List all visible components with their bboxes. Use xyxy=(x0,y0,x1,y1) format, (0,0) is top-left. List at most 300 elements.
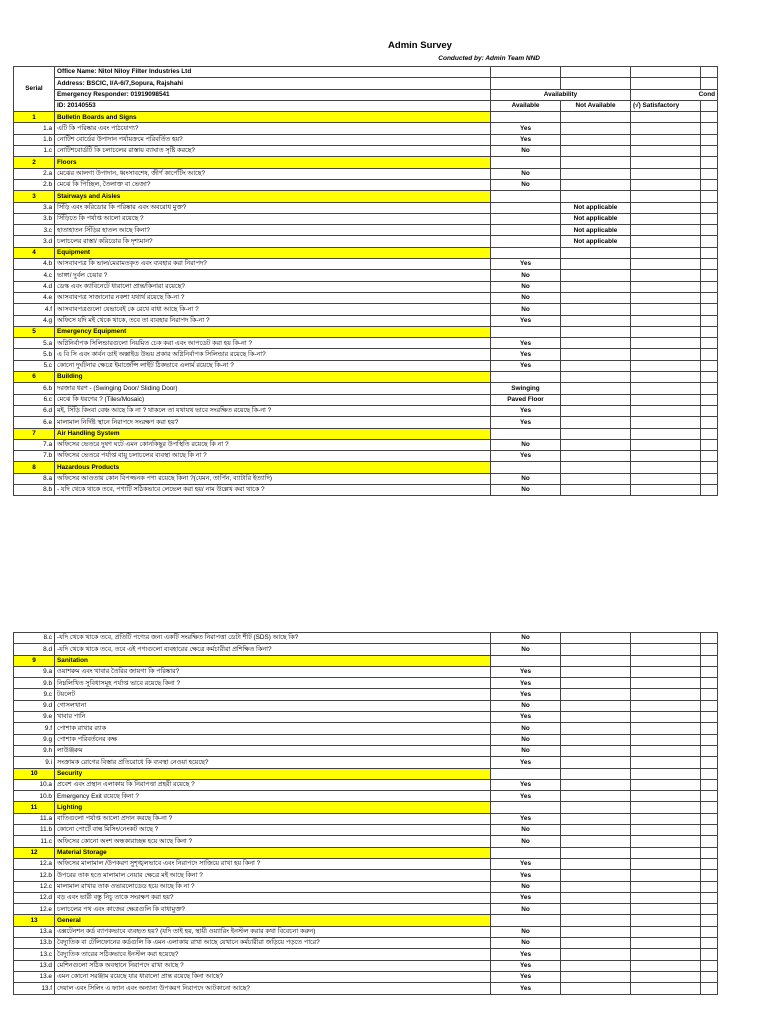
extra-cell xyxy=(701,202,718,213)
serial-cell: 13.a xyxy=(14,926,55,937)
satisfactory-cell xyxy=(631,168,701,179)
satisfactory-cell xyxy=(631,394,701,405)
serial-cell: 9.h xyxy=(14,745,55,756)
satisfactory-cell xyxy=(631,870,701,881)
available-cell: No xyxy=(491,270,561,281)
not-available-cell xyxy=(561,428,631,439)
extra-cell xyxy=(701,689,718,700)
not-available-cell xyxy=(561,360,631,371)
extra-cell xyxy=(701,236,718,247)
satisfactory-cell xyxy=(631,836,701,847)
question-row xyxy=(14,723,718,734)
question-text: অগ্নিনির্বাপক সিলিন্ডারগুলো নিয়মিত চেক করা এবং আপডেট করা হয় কি-না ? xyxy=(55,338,491,349)
not-available-cell xyxy=(561,655,631,666)
available-cell: Yes xyxy=(491,417,561,428)
satisfactory-header: (√) Satisfactory xyxy=(631,100,701,111)
serial-cell: 12.a xyxy=(14,858,55,869)
available-cell: No xyxy=(491,168,561,179)
question-text: চলাচলের রাস্তা/ করিডোর কি দৃশ্যমান? xyxy=(55,236,491,247)
question-text: এটি কি পরিষ্কার এবং পাঠযোগ্য? xyxy=(55,123,491,134)
satisfactory-cell xyxy=(631,157,701,168)
not-available-cell xyxy=(561,745,631,756)
extra-cell xyxy=(701,633,718,644)
question-text: অফিসের আওতায় কোন বিপজ্জনক পণ্য রয়েছে কিনা ?(যেমন, তার্পিন, ব্যাটারি ইত্যাদি) xyxy=(55,473,491,484)
question-text: ভাঙ্গা/ দুর্বল চেয়ার ? xyxy=(55,270,491,281)
extra-cell xyxy=(701,870,718,881)
not-available-cell xyxy=(561,292,631,303)
not-available-cell xyxy=(561,983,631,994)
serial-cell: 4.b xyxy=(14,259,55,270)
serial-cell: 4.f xyxy=(14,304,55,315)
available-cell: Yes xyxy=(491,960,561,971)
available-cell xyxy=(491,326,561,337)
question-row xyxy=(14,633,718,644)
extra-cell xyxy=(701,892,718,903)
not-available-cell xyxy=(561,689,631,700)
extra-cell xyxy=(701,123,718,134)
available-cell xyxy=(491,655,561,666)
extra-cell xyxy=(701,904,718,915)
available-cell: Yes xyxy=(491,338,561,349)
not-available-cell xyxy=(561,270,631,281)
question-text: দেয়াল এবং সিলিং এ ফ্যান এবং অন্যান্য উপকরণ নিরাপদে আটকানো আছে? xyxy=(55,983,491,994)
question-text: আসবাবপত্র কি ভাল/মেরামতকৃত এবং ব্যবহার করা নিরাপদ? xyxy=(55,259,491,270)
extra-cell xyxy=(701,779,718,790)
question-row xyxy=(14,439,718,450)
question-text: অফিসে যদি মই থেকে থাকে, তবে তা ব্যবহার নিরাপদ কি-না ? xyxy=(55,315,491,326)
available-cell: No xyxy=(491,825,561,836)
conducted-by: Conducted by: Admin Team NND xyxy=(438,55,540,62)
available-cell: No xyxy=(491,179,561,190)
not-available-cell xyxy=(561,847,631,858)
satisfactory-cell xyxy=(631,202,701,213)
question-text: প্রবেশ এবং প্রস্থান এলাকায় কি নিরাপত্তা প্রহরী রয়েছে ? xyxy=(55,779,491,790)
available-cell xyxy=(491,428,561,439)
satisfactory-cell xyxy=(631,949,701,960)
extra-cell xyxy=(701,666,718,677)
available-cell: Swinging xyxy=(491,383,561,394)
not-available-cell xyxy=(561,813,631,824)
satisfactory-cell xyxy=(631,892,701,903)
serial-cell: 4.g xyxy=(14,315,55,326)
available-cell: No xyxy=(491,644,561,655)
not-available-cell xyxy=(561,259,631,270)
section-title: Hazardous Products xyxy=(55,462,491,473)
satisfactory-cell xyxy=(631,633,701,644)
question-text: গোসলখানা xyxy=(55,700,491,711)
question-row xyxy=(14,304,718,315)
satisfactory-cell xyxy=(631,417,701,428)
satisfactory-cell xyxy=(631,451,701,462)
question-text: মেঝে কি ধরণের ? (Tiles/Mosaic) xyxy=(55,394,491,405)
not-available-cell xyxy=(561,757,631,768)
extra-cell xyxy=(701,292,718,303)
available-cell: No xyxy=(491,281,561,292)
emergency-responder: Emergency Responder: 01919098541 xyxy=(55,89,491,100)
not-available-cell xyxy=(561,825,631,836)
satisfactory-cell xyxy=(631,372,701,383)
satisfactory-cell xyxy=(631,315,701,326)
office-name: Office Name: Nitol Niloy Filter Industries Ltd xyxy=(55,67,491,78)
not-available-cell xyxy=(561,734,631,745)
extra-cell xyxy=(701,644,718,655)
question-text: এ বি সি এবং কার্বন ডাই অক্সাইড উভয় প্রকার অগ্নিনির্বাপক সিলিন্ডার রয়েছে কি-না? xyxy=(55,349,491,360)
extra-cell xyxy=(701,768,718,779)
extra-cell xyxy=(701,858,718,869)
not-available-cell xyxy=(561,326,631,337)
condition-header: Cond xyxy=(631,89,718,100)
extra-cell xyxy=(701,473,718,484)
satisfactory-cell xyxy=(631,802,701,813)
serial-header: Serial xyxy=(14,67,55,112)
serial-cell: 6 xyxy=(14,372,55,383)
satisfactory-cell xyxy=(631,191,701,202)
section-title: General xyxy=(55,915,491,926)
question-row xyxy=(14,383,718,394)
satisfactory-cell xyxy=(631,825,701,836)
extra-cell xyxy=(701,915,718,926)
serial-cell: 7 xyxy=(14,428,55,439)
available-cell: Yes xyxy=(491,791,561,802)
satisfactory-cell xyxy=(631,791,701,802)
not-available-cell xyxy=(561,960,631,971)
question-text: -যদি থেকে থাকে তবে, প্রতিটি পণ্যের জন্য একটি সংরক্ষিত নিরাপত্তা ডেটা শীট (SDS) আছে কি? xyxy=(55,633,491,644)
question-row xyxy=(14,712,718,723)
extra-cell xyxy=(701,847,718,858)
extra-cell xyxy=(701,678,718,689)
question-row xyxy=(14,858,718,869)
serial-cell: 1.b xyxy=(14,134,55,145)
serial-cell: 13.f xyxy=(14,983,55,994)
satisfactory-cell xyxy=(631,983,701,994)
extra-cell xyxy=(701,259,718,270)
serial-cell: 9.a xyxy=(14,666,55,677)
survey-table-page-2 xyxy=(13,632,718,995)
satisfactory-cell xyxy=(631,439,701,450)
extra-cell xyxy=(701,791,718,802)
section-title: Lighting xyxy=(55,802,491,813)
serial-cell: 5 xyxy=(14,326,55,337)
not-available-cell xyxy=(561,112,631,123)
satisfactory-cell xyxy=(631,689,701,700)
extra-cell xyxy=(701,700,718,711)
question-text: লাউঞ্জরুম xyxy=(55,745,491,756)
section-row xyxy=(14,768,718,779)
serial-cell: 9.e xyxy=(14,712,55,723)
question-row xyxy=(14,484,718,495)
serial-cell: 9.i xyxy=(14,757,55,768)
not-available-cell xyxy=(561,791,631,802)
serial-cell: 2 xyxy=(14,157,55,168)
question-row xyxy=(14,123,718,134)
extra-cell xyxy=(701,960,718,971)
not-available-cell xyxy=(561,802,631,813)
serial-cell: 3.a xyxy=(14,202,55,213)
serial-cell: 8.c xyxy=(14,633,55,644)
extra-cell xyxy=(701,428,718,439)
serial-cell: 10 xyxy=(14,768,55,779)
not-available-cell xyxy=(561,700,631,711)
available-cell xyxy=(491,247,561,258)
satisfactory-cell xyxy=(631,281,701,292)
extra-cell xyxy=(701,179,718,190)
not-available-cell xyxy=(561,462,631,473)
question-text: বড় এবং ভারী বস্তু নিচু তাকে সংরক্ষণ করা হয়? xyxy=(55,892,491,903)
not-available-cell xyxy=(561,146,631,157)
section-row xyxy=(14,372,718,383)
satisfactory-cell xyxy=(631,712,701,723)
not-available-cell xyxy=(561,779,631,790)
question-row xyxy=(14,983,718,994)
not-available-cell xyxy=(561,949,631,960)
extra-cell xyxy=(701,326,718,337)
serial-cell: 6.b xyxy=(14,383,55,394)
available-cell xyxy=(491,768,561,779)
serial-cell: 10.b xyxy=(14,791,55,802)
serial-cell: 12.e xyxy=(14,904,55,915)
satisfactory-cell xyxy=(631,666,701,677)
available-cell: Yes xyxy=(491,712,561,723)
available-cell: No xyxy=(491,745,561,756)
serial-cell: 8.b xyxy=(14,484,55,495)
question-text: মালামাল নির্দিষ্ট স্থানে নিরাপদে সংরক্ষণ করা হয়? xyxy=(55,417,491,428)
question-row xyxy=(14,270,718,281)
survey-table-page-1 xyxy=(13,66,718,496)
satisfactory-cell xyxy=(631,847,701,858)
extra-cell xyxy=(701,225,718,236)
question-text: উপরের তাক হতে মালামাল নেয়ার ক্ষেত্রে মই আছে কিনা ? xyxy=(55,870,491,881)
question-text: মই, সিঁড়ি কিংবা বেঞ্চ আছে কি না ? থাকলে তা যথাযথ ভাবে সংরক্ষিত রয়েছে কি-না ? xyxy=(55,405,491,416)
extra-cell xyxy=(701,191,718,202)
not-available-cell xyxy=(561,926,631,937)
available-cell: No xyxy=(491,881,561,892)
availability-header: Availability xyxy=(491,89,631,100)
extra-cell xyxy=(701,270,718,281)
not-available-cell xyxy=(561,870,631,881)
question-row xyxy=(14,949,718,960)
serial-cell: 8.a xyxy=(14,473,55,484)
not-available-cell: Not applicable xyxy=(561,236,631,247)
extra-cell xyxy=(701,360,718,371)
extra-cell xyxy=(701,417,718,428)
question-row xyxy=(14,904,718,915)
available-cell xyxy=(491,915,561,926)
satisfactory-cell xyxy=(631,700,701,711)
serial-cell: 6.c xyxy=(14,394,55,405)
satisfactory-cell xyxy=(631,123,701,134)
serial-cell: 11 xyxy=(14,802,55,813)
question-row xyxy=(14,689,718,700)
question-row xyxy=(14,745,718,756)
not-available-cell xyxy=(561,417,631,428)
question-row xyxy=(14,644,718,655)
question-text: খাবার পানি xyxy=(55,712,491,723)
section-title: Emergency Equipment xyxy=(55,326,491,337)
satisfactory-cell xyxy=(631,723,701,734)
question-text: বৈদ্যুতিক তারের সঠিকভাবে ইনস্টল করা হয়েছে? xyxy=(55,949,491,960)
available-cell xyxy=(491,462,561,473)
question-row xyxy=(14,938,718,949)
available-cell: No xyxy=(491,292,561,303)
extra-cell xyxy=(701,394,718,405)
serial-cell: 2.a xyxy=(14,168,55,179)
available-cell: Yes xyxy=(491,451,561,462)
question-row xyxy=(14,360,718,371)
available-cell: Yes xyxy=(491,666,561,677)
question-text: মালামাল রাখার তাক ওভারলোডেড হয়ে আছে কি না ? xyxy=(55,881,491,892)
question-row xyxy=(14,451,718,462)
extra-cell xyxy=(701,157,718,168)
question-text: Emergency Exit রয়েছে কিনা ? xyxy=(55,791,491,802)
satisfactory-cell xyxy=(631,179,701,190)
serial-cell: 9.f xyxy=(14,723,55,734)
section-title: Bulletin Boards and Signs xyxy=(55,112,491,123)
available-cell: No xyxy=(491,304,561,315)
available-cell: Paved Floor xyxy=(491,394,561,405)
serial-cell: 4 xyxy=(14,247,55,258)
not-available-cell xyxy=(561,768,631,779)
available-cell: Yes xyxy=(491,259,561,270)
serial-cell: 11.b xyxy=(14,825,55,836)
question-row xyxy=(14,825,718,836)
serial-cell: 13.d xyxy=(14,960,55,971)
satisfactory-cell xyxy=(631,213,701,224)
serial-cell: 9 xyxy=(14,655,55,666)
available-cell: Yes xyxy=(491,405,561,416)
question-text: অফিসের ভেতরে পর্যাপ্ত বায়ু চলাচলের ব্যবস্থা আছে কি না ? xyxy=(55,451,491,462)
available-cell xyxy=(491,213,561,224)
not-available-cell xyxy=(561,484,631,495)
question-row xyxy=(14,960,718,971)
question-row xyxy=(14,202,718,213)
extra-cell xyxy=(701,484,718,495)
satisfactory-cell xyxy=(631,734,701,745)
available-cell: No xyxy=(491,473,561,484)
serial-cell: 12 xyxy=(14,847,55,858)
question-row xyxy=(14,259,718,270)
not-available-header: Not Available xyxy=(561,100,631,111)
satisfactory-cell xyxy=(631,247,701,258)
question-text: টয়লেট xyxy=(55,689,491,700)
available-cell: No xyxy=(491,723,561,734)
available-cell: Yes xyxy=(491,779,561,790)
available-cell: Yes xyxy=(491,360,561,371)
satisfactory-cell xyxy=(631,112,701,123)
extra-cell xyxy=(701,825,718,836)
satisfactory-cell xyxy=(631,926,701,937)
question-text: পোশাক পরিবর্তনের কক্ষ xyxy=(55,734,491,745)
question-text: এমন কোনো সরঞ্জাম রয়েছে যার ধারালো প্রান্ত রয়েছে কিনা আছে? xyxy=(55,971,491,982)
question-row xyxy=(14,338,718,349)
not-available-cell xyxy=(561,405,631,416)
extra-cell xyxy=(701,734,718,745)
question-row xyxy=(14,146,718,157)
section-row xyxy=(14,112,718,123)
satisfactory-cell xyxy=(631,915,701,926)
question-text: হাতাহাতন সিঁড়ির হাতল আছে কিনা? xyxy=(55,225,491,236)
serial-cell: 4.e xyxy=(14,292,55,303)
extra-cell xyxy=(701,836,718,847)
serial-cell: 3 xyxy=(14,191,55,202)
extra-cell xyxy=(701,349,718,360)
question-text: সিঁড়িতে কি পর্যাপ্ত আলো রয়েছে ? xyxy=(55,213,491,224)
question-row xyxy=(14,394,718,405)
available-cell: No xyxy=(491,904,561,915)
extra-cell xyxy=(701,723,718,734)
question-text: কোনো দুর্ঘটনার ক্ষেত্রে ইমার্জেন্সি লাইট ঠিকভাবে এলার্ম রয়েছে কি-না ? xyxy=(55,360,491,371)
not-available-cell xyxy=(561,439,631,450)
question-text: চলাচলের পথ এবং কাজের ক্ষেত্রগুলি কি বাধামুক্ত? xyxy=(55,904,491,915)
question-row xyxy=(14,779,718,790)
available-cell: Yes xyxy=(491,971,561,982)
extra-cell xyxy=(701,134,718,145)
serial-cell: 9.c xyxy=(14,689,55,700)
question-row xyxy=(14,813,718,824)
not-available-cell xyxy=(561,157,631,168)
available-cell: Yes xyxy=(491,315,561,326)
not-available-cell xyxy=(561,666,631,677)
satisfactory-cell xyxy=(631,292,701,303)
available-cell: Yes xyxy=(491,134,561,145)
section-row xyxy=(14,655,718,666)
not-available-cell xyxy=(561,451,631,462)
available-cell: No xyxy=(491,938,561,949)
available-cell: Yes xyxy=(491,983,561,994)
not-available-cell: Not applicable xyxy=(561,225,631,236)
question-text: -যদি থেকে থাকে তবে, তবে এই পণ্যগুলো ব্যবহারের ক্ষেত্রে কর্মচারীরা প্রশিক্ষিত কিনা? xyxy=(55,644,491,655)
available-cell: Yes xyxy=(491,949,561,960)
serial-cell: 3.b xyxy=(14,213,55,224)
available-cell: Yes xyxy=(491,858,561,869)
serial-cell: 1 xyxy=(14,112,55,123)
satisfactory-cell xyxy=(631,236,701,247)
extra-cell xyxy=(701,451,718,462)
question-text: বৈদ্যুতিক বা টেলিফোনের কর্ডগুলি কি এমন এলাকায় রাখা আছে যেখানে কর্মচারীরা জড়িয়ে পড়তে পারে? xyxy=(55,938,491,949)
question-text: ওয়াশরুম এবং খাবার তৈরির জায়গা কি পরিষ্কার? xyxy=(55,666,491,677)
question-text: - যদি থেকে থাকে তবে, পণ্যটি সঠিকভাবে লেভেল করা হয়/ নাম উল্লেখ করা থাকে ? xyxy=(55,484,491,495)
available-cell: No xyxy=(491,700,561,711)
extra-cell xyxy=(701,802,718,813)
not-available-cell xyxy=(561,678,631,689)
question-row xyxy=(14,417,718,428)
extra-cell xyxy=(701,971,718,982)
question-text: অফিসের ভেতরে দুষণ ঘটে এমন কোনকিছুর উপস্থিতি রয়েছে কি না ? xyxy=(55,439,491,450)
question-row xyxy=(14,405,718,416)
serial-cell: 13.c xyxy=(14,949,55,960)
satisfactory-cell xyxy=(631,225,701,236)
question-text: দরজার ধরণ - (Swinging Door/ Sliding Door) xyxy=(55,383,491,394)
satisfactory-cell xyxy=(631,745,701,756)
not-available-cell xyxy=(561,168,631,179)
question-text: পোশাক রাখার র‍্যাক xyxy=(55,723,491,734)
satisfactory-cell xyxy=(631,462,701,473)
section-title: Material Storage xyxy=(55,847,491,858)
not-available-cell xyxy=(561,281,631,292)
available-cell xyxy=(491,372,561,383)
not-available-cell xyxy=(561,383,631,394)
section-row xyxy=(14,191,718,202)
extra-cell xyxy=(701,213,718,224)
extra-cell xyxy=(701,281,718,292)
serial-cell: 6.d xyxy=(14,405,55,416)
not-available-cell xyxy=(561,372,631,383)
section-row xyxy=(14,326,718,337)
serial-cell: 9.d xyxy=(14,700,55,711)
serial-cell: 13.b xyxy=(14,938,55,949)
question-row xyxy=(14,292,718,303)
extra-cell xyxy=(701,338,718,349)
extra-cell xyxy=(701,881,718,892)
